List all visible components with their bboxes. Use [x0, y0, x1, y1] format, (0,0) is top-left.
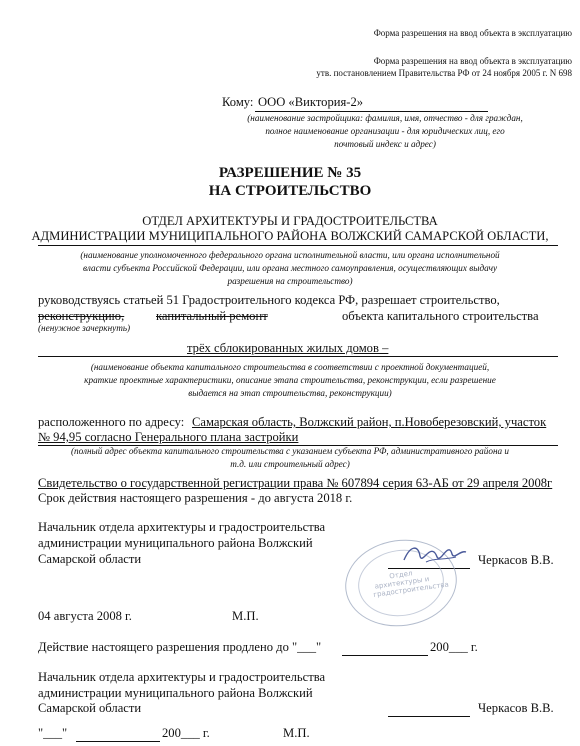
address-note-1: (полный адрес объекта капитального строительства с указанием субъекта РФ, административного района и — [70, 446, 510, 456]
address-label: расположенного по адресу: — [38, 415, 185, 429]
authority-note-1: (наименование уполномоченного федерального органа исполнительной власти, или органа исполнительной — [80, 250, 500, 260]
signatory-1-line-3: Самарской области — [38, 552, 142, 566]
object-note-1: (наименование объекта капитального строительства в соответствии с проектной документацией, — [90, 362, 490, 372]
signatory-2-name: Черкасов В.В. — [478, 701, 554, 715]
mp-stamp-place: М.П. — [232, 609, 259, 623]
signature-stroke — [404, 548, 466, 560]
recipient-note-1: (наименование застройщика: фамилия, имя, отчество - для граждан, — [247, 113, 523, 123]
strike-note: (ненужное зачеркнуть) — [38, 323, 131, 333]
recipient-note-3: почтовый индекс и адрес) — [334, 139, 436, 149]
document-title: РАЗРЕШЕНИЕ № 35 — [218, 165, 362, 181]
signatory-1-line-2: администрации муниципального района Волжский — [38, 536, 313, 550]
address-value-2: № 94,95 согласно Генерального плана застройки — [38, 430, 299, 444]
header-approval: утв. постановлением Правительства РФ от 24 ноября 2005 г. N 698 — [316, 68, 572, 78]
stamp-text: Отдел архитектуры и градостроительства — [372, 569, 450, 599]
bottom-mp: М.П. — [283, 726, 310, 740]
authority-line-2: АДМИНИСТРАЦИИ МУНИЦИПАЛЬНОГО РАЙОНА ВОЛЖСКИЙ САМАРСКОЙ ОБЛАСТИ, — [31, 229, 549, 243]
signatory-1-name: Черкасов В.В. — [478, 553, 554, 567]
signatory-2-line-3: Самарской области — [38, 701, 142, 715]
authority-line-1: ОТДЕЛ АРХИТЕКТУРЫ И ГРАДОСТРОИТЕЛЬСТВА — [142, 214, 438, 228]
authority-note-2: власти субъекта Российской Федерации, или органа местного самоуправления, осуществляющих выдачу — [82, 263, 498, 273]
signatory-1-line-1: Начальник отдела архитектуры и градостроительства — [38, 520, 326, 534]
signature-line-2 — [388, 716, 470, 717]
recipient-value: ООО «Виктория-2» — [258, 95, 364, 109]
registration-certificate: Свидетельство о государственной регистрации права № 607894 серия 63-АБ от 29 апреля 2008г — [38, 476, 553, 490]
recipient-note-2: полное наименование организации - для юридических лиц, его — [265, 126, 505, 136]
signature-scribble — [400, 538, 472, 570]
authority-underline — [38, 245, 558, 246]
address-note-2: т.д. или строительный адрес) — [230, 459, 350, 469]
object-capital-text: объекта капитального строительства — [342, 309, 539, 323]
address-value-1: Самарская область, Волжский район, п.Новоберезовский, участок — [192, 415, 547, 429]
recipient-label: Кому: — [222, 95, 254, 109]
extension-year: 200___ г. — [430, 640, 478, 654]
header-form-title-2: Форма разрешения на ввод объекта в эксплуатацию — [373, 56, 572, 66]
object-underline — [38, 356, 558, 357]
capital-repair-struck: капитальный ремонт — [156, 309, 268, 323]
reconstruction-struck: реконструкцию, — [38, 309, 125, 323]
object-name: трёх сблокированных жилых домов – — [187, 341, 389, 355]
authority-note-3: разрешения на строительство) — [227, 276, 353, 286]
issue-date: 04 августа 2008 г. — [38, 609, 132, 623]
recipient-underline — [255, 111, 488, 112]
validity-term: Срок действия настоящего разрешения - до августа 2018 г. — [38, 491, 353, 505]
bottom-date-quote: "___" — [38, 726, 68, 740]
document-subtitle: НА СТРОИТЕЛЬСТВО — [208, 183, 372, 199]
header-form-title: Форма разрешения на ввод объекта в эксплуатацию — [373, 28, 572, 38]
object-note-3: выдается на этап строительства, реконструкции) — [188, 388, 392, 398]
bottom-year: 200___ г. — [162, 726, 210, 740]
signatory-2-line-1: Начальник отдела архитектуры и градостроительства — [38, 670, 326, 684]
signatory-2-line-2: администрации муниципального района Волжский — [38, 686, 313, 700]
object-note-2: краткие проектные характеристики, описание этапа строительства, реконструкции, если разрешение — [84, 375, 496, 385]
bottom-month-line — [76, 741, 160, 742]
extension-text: Действие настоящего разрешения продлено до "___" — [38, 640, 322, 654]
extension-month-line — [342, 655, 428, 656]
guidance-line-1: руководствуясь статьей 51 Градостроительного кодекса РФ, разрешает строительство, — [38, 293, 500, 307]
